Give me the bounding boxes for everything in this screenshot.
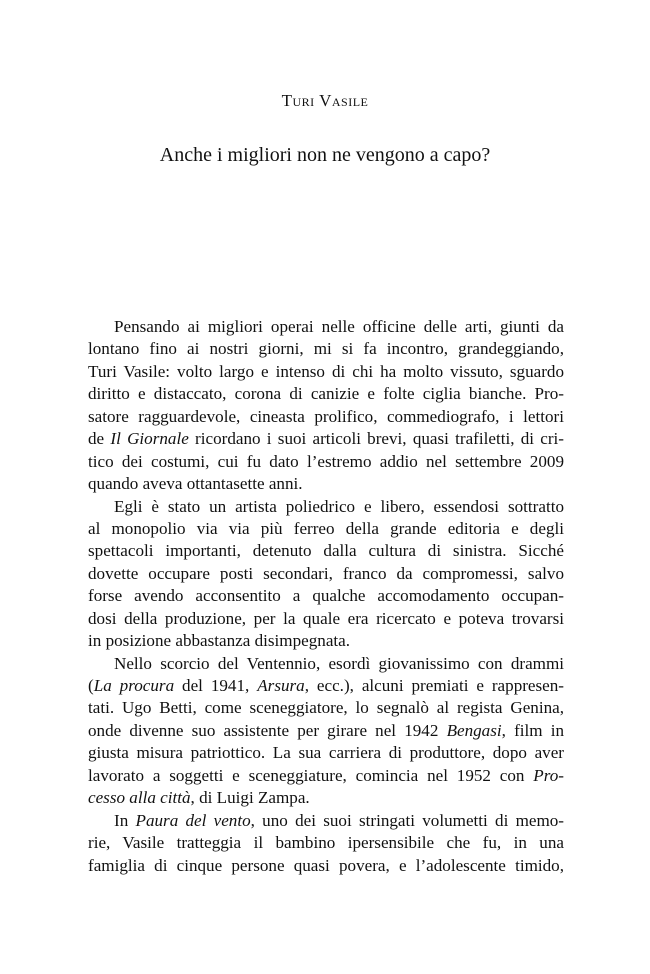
text-line <box>88 697 564 719</box>
text-line <box>88 720 564 742</box>
text-run: tati. Ugo Betti, come sceneggiatore, lo segnalò al regista Genina, <box>88 698 564 718</box>
text-run: , ecc.), alcuni premiati e rappresen- <box>304 676 564 695</box>
text-line <box>88 810 564 832</box>
text-run: tico dei costumi, cui fu dato l’estremo addio nel settembre 2009 <box>88 451 564 471</box>
body-text <box>88 316 564 877</box>
italic-title: La procura <box>93 676 175 695</box>
text-run: onde divenne suo assistente per girare nel 1942 <box>88 720 447 740</box>
text-run: Nello scorcio del Ventennio, esordì giovanissimo con drammi <box>114 653 564 673</box>
text-line <box>88 361 564 383</box>
italic-title: Il Giornale <box>110 429 189 449</box>
text-line <box>88 316 564 338</box>
text-line <box>88 742 564 764</box>
text-run: dovette occupare posti secondari, franco da compromessi, salvo <box>88 563 564 583</box>
text-line <box>88 765 564 787</box>
text-run: forse avendo acconsentito a qualche accomodamento occupan- <box>88 586 564 606</box>
text-run: lavorato a soggetti e sceneggiature, comincia nel 1952 con <box>88 765 534 785</box>
text-line <box>88 608 564 630</box>
text-line <box>88 406 564 428</box>
text-line <box>88 540 564 562</box>
text-line <box>88 496 564 518</box>
text-run: spettacoli importanti, detenuto dalla cultura di sinistra. Sicché <box>88 541 564 561</box>
text-run: giusta misura patriottico. La sua carriera di produttore, dopo aver <box>88 743 564 763</box>
text-run: rie, Vasile tratteggia il bambino ipersensibile che fu, in una <box>88 833 564 853</box>
text-line <box>88 585 564 607</box>
italic-title: cesso alla città <box>88 788 191 808</box>
text-run: al monopolio via via più ferreo della grande editoria e degli <box>88 518 564 538</box>
text-run: quando aveva ottantasette anni. <box>88 474 303 494</box>
text-run: Egli è stato un artista poliedrico e libero, essendosi sottratto <box>114 496 564 516</box>
text-run: , film in <box>501 720 564 740</box>
text-run: de <box>88 429 111 449</box>
text-line <box>88 518 564 540</box>
text-run: satore ragguardevole, cineasta prolifico, commediografo, i lettori <box>88 406 564 426</box>
text-run: ricordano i suoi articoli brevi, quasi trafiletti, di cri- <box>188 429 564 449</box>
text-run: Turi Vasile: volto largo e intenso di chi ha molto vissuto, sguardo <box>88 361 564 381</box>
text-run: , uno dei suoi stringati volumetti di memo- <box>250 810 564 830</box>
text-line <box>88 428 564 450</box>
italic-title: Paura del vento <box>135 810 251 830</box>
italic-title: Pro- <box>533 765 564 785</box>
author-name: Turi Vasile <box>281 91 369 110</box>
text-line <box>88 451 564 473</box>
chapter-title: Anche i migliori non ne vengono a capo? <box>159 144 491 166</box>
text-line <box>88 563 564 585</box>
text-run: ( <box>88 676 94 695</box>
text-run: in posizione abbastanza disimpegnata. <box>88 631 351 651</box>
text-run: Pensando ai migliori operai nelle officine delle arti, giunti da <box>114 317 564 336</box>
text-line <box>88 653 564 675</box>
italic-title: Arsura <box>257 676 305 695</box>
text-line <box>88 338 564 360</box>
text-run: diritto e distaccato, corona di canizie e folte ciglia bianche. Pro- <box>88 384 564 404</box>
text-line <box>88 855 564 877</box>
text-run: dosi della produzione, per la quale era ricercato e poteva trovarsi <box>88 608 564 628</box>
text-line <box>88 630 564 652</box>
text-line <box>88 675 564 697</box>
text-run: famiglia di cinque persone quasi povera, e l’adolescente timido, <box>88 855 564 875</box>
text-line <box>88 832 564 854</box>
text-line <box>88 383 564 405</box>
text-run: del 1941, <box>174 676 258 695</box>
text-run: In <box>114 810 136 830</box>
text-line <box>88 787 564 809</box>
italic-title: Bengasi <box>446 720 502 740</box>
text-line <box>88 473 564 495</box>
text-run: lontano fino ai nostri giorni, mi si fa incontro, grandeggiando, <box>88 339 564 359</box>
text-run: , di Luigi Zampa. <box>190 788 310 808</box>
